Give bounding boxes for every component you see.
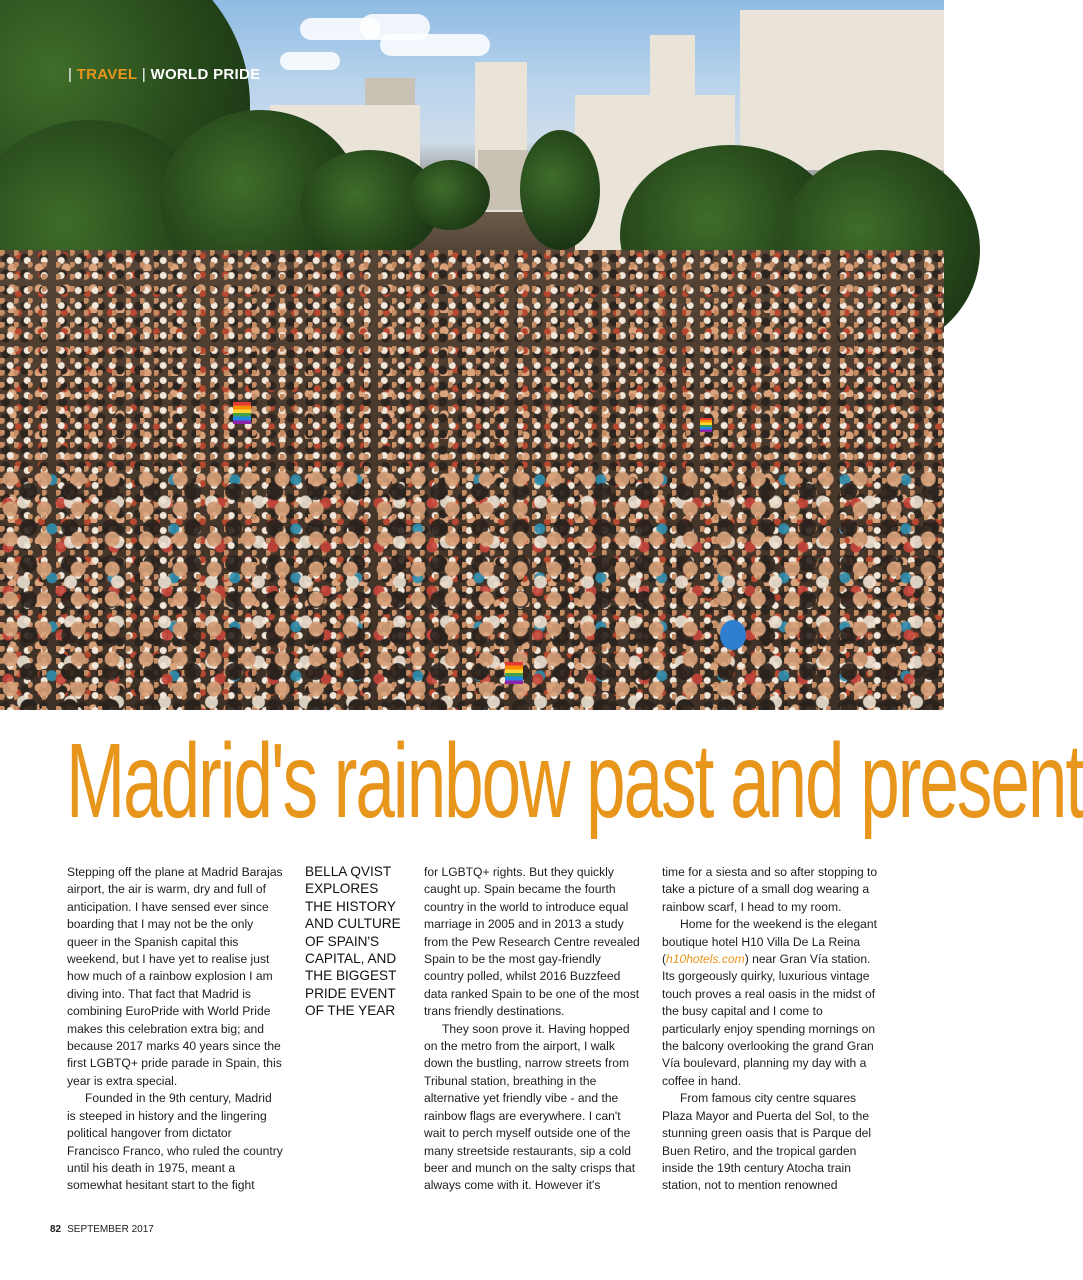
paragraph-text: Home for the weekend is the elegant boutique hotel H10 Villa De La Reina ( [662,917,877,967]
paragraph: for LGBTQ+ rights. But they quickly caught up. Spain became the fourth country in the world to introduce equal marriage in 2005 and in 2013 a study from the Pew Research Centre revealed Spain to be the most gay-friendly country polled, whilst 2016 Buzzfeed data ranked Spain to be one of the most trans friendly destinations. [424,865,640,1019]
paragraph-text: ) near Gran Vía station. Its gorgeously quirky, luxurious vintage touch proves a real oasis in the midst of the busy capital and I come to particularly enjoy spending mornings on the balcony overlooking the grand Gran Vía boulevard, planning my day with a coffee in hand. [662,952,876,1088]
body-column-3 [424,864,642,1195]
paragraph: From famous city centre squares Plaza Mayor and Puerta del Sol, to the stunning green oasis that is Parque del Buen Retiro, and the tropical garden inside the 19th century Atocha train station, not to mention renowned [662,1091,872,1193]
paragraph [662,916,878,1090]
paragraph: Stepping off the plane at Madrid Barajas airport, the air is warm, dry and full of anticipation. I have sensed ever since boarding that I may not be the only queer in the Spanish capital this weekend, but I have yet to realise just how much of a rainbow explosion I am diving into. That fact that Madrid is combining EuroPride with World Pride makes this celebration extra big; and because 2017 marks 40 years since the first LGBTQ+ pride parade in Spain, this year is extra special. [67,865,283,1088]
body-column-4 [662,864,878,1195]
paragraph: time for a siesta and so after stopping to take a picture of a small dog wearing a rainbow scarf, I head to my room. [662,865,878,914]
hero-photo-pride-crowd [0,0,944,710]
paragraph: They soon prove it. Having hopped on the metro from the airport, I walk down the bustling, narrow streets from Tribunal station, breathing in the alternative yet friendly vibe - and the rainbow flags are everywhere. I can't wait to perch myself outside one of the many streetside restaurants, sip a cold beer and munch on the salty crisps that always come with it. However it's [424,1021,636,1193]
article-headline: Madrid's rainbow past and present [66,722,1083,840]
hotel-link[interactable]: h10hotels.com [666,952,745,967]
page-folio [50,1224,154,1235]
body-column-1 [67,864,283,1195]
issue-date: SEPTEMBER 2017 [67,1224,154,1235]
section-travel: TRAVEL [76,66,138,83]
page-number: 82 [50,1224,62,1235]
standfirst: BELLA QVIST EXPLORES THE HISTORY AND CULTURE OF SPAIN'S CAPITAL, AND THE BIGGEST PRIDE EVENT OF THE YEAR [305,864,401,1019]
paragraph: Founded in the 9th century, Madrid is steeped in history and the lingering political hangover from dictator Francisco Franco, who ruled the country until his death in 1975, meant a somewhat hesitant start to the fight [67,1091,283,1193]
section-tag: | TRAVEL | WORLD PRIDE [68,66,261,83]
section-topic: WORLD PRIDE [150,66,261,83]
